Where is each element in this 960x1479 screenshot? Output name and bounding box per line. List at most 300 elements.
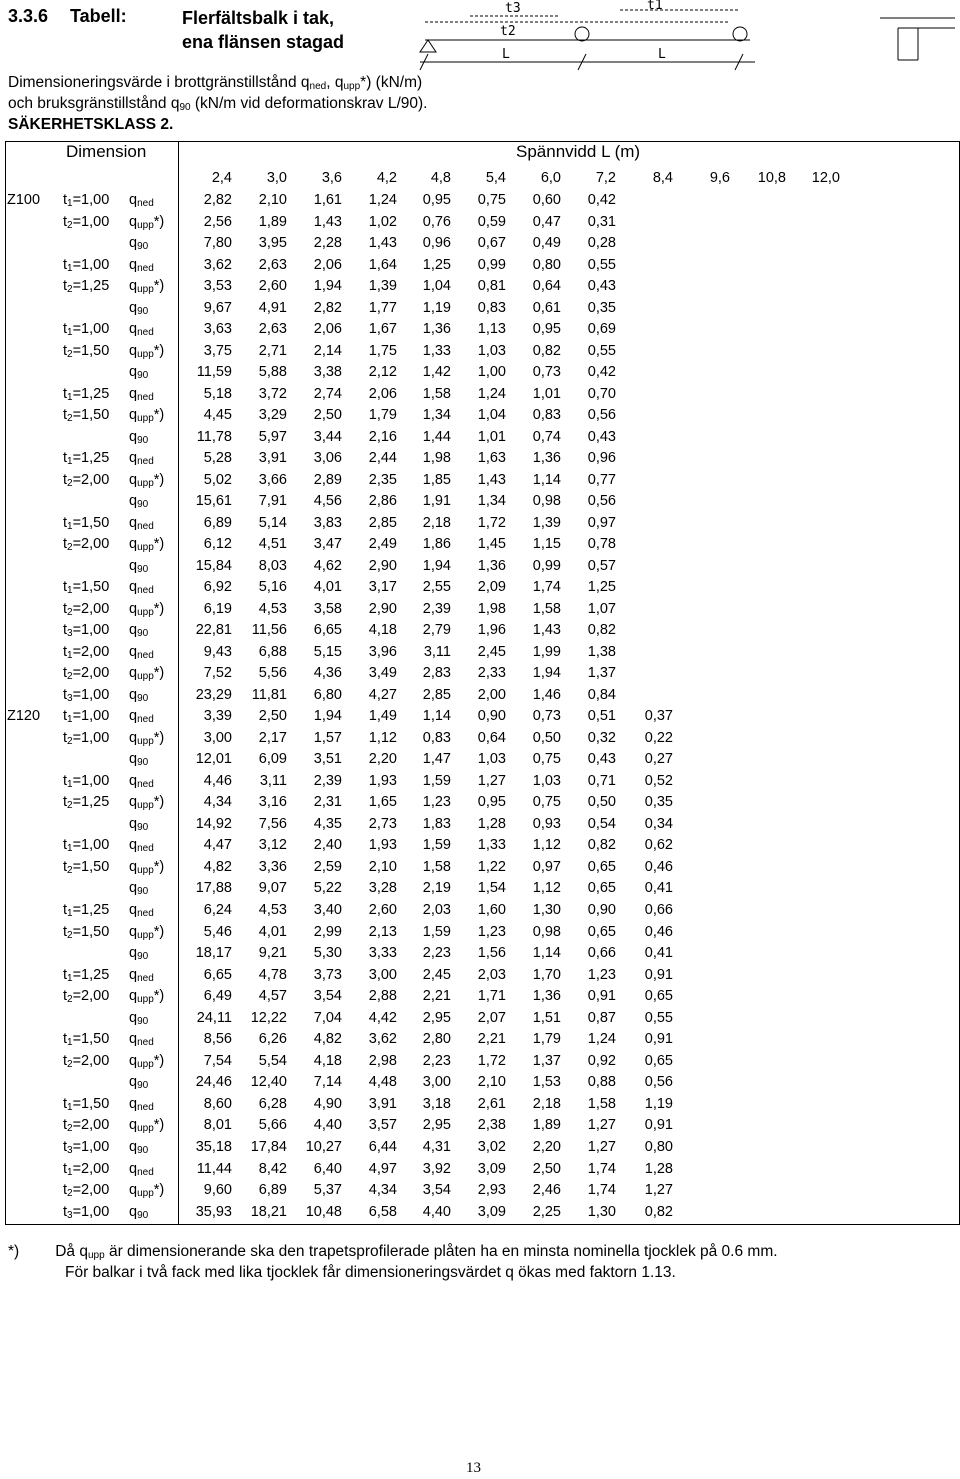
thickness-symbol: t	[63, 966, 68, 983]
thickness-symbol: t	[63, 192, 68, 208]
load-type-label	[129, 708, 154, 725]
table-cell: 1,12	[368, 729, 397, 746]
load-symbol: q	[129, 342, 138, 359]
table-cell: 1,34	[477, 493, 506, 509]
load-symbol: q	[129, 880, 138, 897]
table-cell: 4,48	[368, 1074, 397, 1091]
table-cell: 6,44	[368, 1139, 397, 1155]
thickness-label	[63, 967, 109, 984]
load-type-index: upp	[137, 735, 154, 747]
load-symbol: q	[129, 235, 138, 251]
table-cell: 0,60	[532, 192, 561, 208]
table-cell: 5,97	[258, 428, 287, 445]
thickness-label	[63, 257, 109, 274]
table-cell: 3,17	[368, 579, 397, 595]
table-cell: 11,59	[196, 364, 232, 380]
table-cell: 1,71	[477, 988, 506, 1005]
thickness-value: =2,00	[72, 643, 110, 660]
footnote-ref: *)	[153, 1182, 165, 1199]
table-top-border	[5, 141, 959, 142]
table-cell: 1,07	[587, 600, 616, 617]
table-cell: 0,55	[587, 342, 616, 359]
table-cell: 0,83	[477, 299, 506, 316]
table-cell: 1,23	[422, 794, 451, 811]
footnote-line-2: För balkar i två fack med lika tjocklek får dimensioneringsvärdet q ökas med faktorn 1.13.	[65, 1264, 676, 1281]
table-cell: 1,12	[532, 880, 561, 897]
intro-sub-ned: ned	[309, 81, 327, 92]
table-cell: 12,01	[195, 751, 232, 768]
dimension-header: Dimension	[66, 142, 147, 161]
table-cell: 3,63	[203, 321, 232, 337]
table-cell: 5,66	[258, 1117, 287, 1134]
thickness-index: 2	[67, 864, 73, 876]
thickness-value: =1,25	[72, 278, 110, 294]
table-cell: 4,34	[203, 794, 232, 811]
table-cell: 1,56	[477, 945, 506, 962]
thickness-value: =1,00	[72, 772, 110, 789]
thickness-index: 1	[67, 714, 73, 725]
load-type-index: ned	[137, 714, 154, 725]
table-cell: 0,37	[644, 708, 673, 724]
table-cell: 1,43	[368, 235, 397, 251]
load-type-label	[129, 278, 164, 295]
footnote-ref: *)	[153, 988, 165, 1005]
table-cell: 0,52	[644, 772, 673, 789]
load-type-index: 90	[137, 434, 149, 446]
table-cell: 1,14	[532, 945, 561, 962]
thickness-symbol: t	[63, 643, 68, 660]
thickness-label	[63, 579, 109, 596]
table-cell: 1,24	[587, 1031, 616, 1048]
table-cell: 0,97	[532, 858, 561, 875]
footnote-line-1	[8, 1241, 778, 1262]
load-type-index: 90	[137, 886, 149, 898]
table-cell: 3,16	[258, 794, 287, 811]
table-cell: 4,53	[258, 600, 287, 617]
thickness-index: 1	[67, 198, 73, 209]
thickness-index: 1	[67, 262, 73, 274]
table-cell: 1,42	[422, 364, 451, 380]
table-cell: 3,96	[368, 643, 397, 660]
footnote-ref: *)	[153, 536, 165, 552]
load-symbol: q	[129, 321, 138, 337]
load-type-label	[129, 1161, 154, 1178]
table-cell: 1,12	[532, 837, 561, 854]
table-cell: 4,57	[258, 988, 287, 1005]
thickness-label	[63, 1053, 109, 1070]
table-cell: 0,76	[422, 213, 451, 230]
table-cell: 0,82	[587, 837, 616, 854]
table-cell: 6,19	[203, 600, 232, 617]
table-cell: 2,35	[368, 471, 397, 488]
table-cell: 3,39	[203, 708, 232, 724]
load-type-label	[129, 837, 154, 854]
load-type-label	[129, 450, 154, 467]
thickness-value: =1,00	[72, 1203, 110, 1220]
table-cell: 3,54	[313, 988, 342, 1005]
load-symbol: q	[129, 622, 138, 638]
thickness-value: =1,50	[72, 579, 110, 595]
table-cell: 5,56	[258, 665, 287, 681]
thickness-symbol: t	[63, 622, 68, 638]
section-number: 3.3.6	[8, 6, 49, 26]
table-cell: 0,65	[587, 880, 616, 897]
load-type-label	[129, 988, 164, 1005]
thickness-index: 1	[67, 585, 73, 596]
table-cell: 23,29	[195, 686, 232, 703]
table-cell: 6,58	[368, 1203, 397, 1220]
table-cell: 5,28	[203, 450, 232, 466]
intro-line-1-b: , q	[326, 74, 344, 91]
thickness-label	[63, 214, 109, 231]
thickness-symbol: t	[63, 837, 68, 854]
thickness-index: 2	[67, 800, 73, 812]
table-cell: 0,59	[477, 213, 506, 230]
table-cell: 0,65	[587, 858, 616, 875]
thickness-label	[63, 1096, 109, 1113]
load-symbol: q	[129, 665, 138, 681]
table-cell: 4,51	[258, 536, 287, 552]
table-cell: 6,49	[203, 988, 232, 1005]
load-type-label	[129, 1139, 148, 1156]
intro-line-2	[8, 93, 427, 114]
footnote-ref: *)	[153, 342, 165, 359]
table-cell: 4,18	[313, 1052, 342, 1069]
thickness-value: =2,00	[72, 1160, 110, 1177]
table-cell: 4,91	[258, 299, 287, 316]
table-cell: 2,20	[368, 751, 397, 768]
table-cell: 11,44	[196, 1160, 232, 1177]
table-cell: 2,38	[477, 1117, 506, 1134]
table-cell: 1,04	[422, 278, 451, 294]
table-cell: 0,81	[477, 278, 506, 294]
footnote-ref: *)	[153, 600, 165, 617]
table-cell: 4,27	[368, 686, 397, 703]
table-cell: 1,79	[368, 407, 397, 423]
load-symbol: q	[129, 901, 138, 918]
intro-sub-upp: upp	[343, 81, 361, 92]
load-type-label	[129, 407, 164, 424]
load-type-index: ned	[137, 778, 154, 790]
table-cell: 11,56	[251, 622, 287, 638]
table-cell: 2,55	[422, 579, 451, 595]
load-symbol: q	[129, 858, 138, 875]
table-cell: 6,88	[258, 643, 287, 660]
table-cell: 2,89	[313, 471, 342, 488]
table-cell: 2,59	[313, 858, 342, 875]
footnote-ref: *)	[153, 858, 165, 875]
thickness-label	[63, 859, 109, 876]
load-type-index: ned	[137, 649, 154, 661]
thickness-symbol: t	[63, 342, 68, 359]
load-symbol: q	[129, 364, 138, 380]
table-cell: 1,30	[587, 1203, 616, 1220]
load-type-index: 90	[137, 1015, 149, 1027]
thickness-index: 3	[67, 628, 73, 639]
table-cell: 0,46	[644, 923, 673, 940]
thickness-label	[63, 343, 109, 360]
table-cell: 2,10	[477, 1074, 506, 1091]
load-type-label	[129, 945, 148, 962]
load-type-label	[129, 429, 148, 446]
thickness-symbol: t	[63, 579, 68, 595]
table-cell: 3,57	[368, 1117, 397, 1134]
table-cell: 0,35	[587, 299, 616, 316]
table-cell: 3,38	[313, 364, 342, 380]
thickness-label	[63, 924, 109, 941]
load-symbol: q	[129, 751, 138, 768]
table-cell: 1,23	[587, 966, 616, 983]
table-cell: 1,49	[368, 708, 397, 724]
profile-label: Z100	[7, 192, 41, 208]
table-cell: 2,85	[422, 686, 451, 703]
table-cell: 2,23	[422, 945, 451, 962]
thickness-value: =1,25	[72, 450, 110, 466]
table-cell: 4,97	[368, 1160, 397, 1177]
thickness-index: 1	[67, 649, 73, 661]
thickness-symbol: t	[63, 213, 68, 230]
table-cell: 11,78	[196, 428, 232, 445]
thickness-symbol: t	[63, 665, 68, 681]
table-cell: 6,80	[313, 686, 342, 703]
thickness-index: 1	[67, 972, 73, 984]
table-cell: 5,18	[203, 385, 232, 402]
table-cell: 1,39	[368, 278, 397, 294]
table-cell: 3,95	[258, 235, 287, 251]
table-cell: 2,95	[422, 1117, 451, 1134]
table-cell: 0,70	[587, 385, 616, 402]
table-cell: 7,04	[313, 1009, 342, 1026]
thickness-symbol: t	[63, 1052, 68, 1069]
thickness-value: =1,50	[72, 1095, 110, 1112]
table-cell: 1,23	[477, 923, 506, 940]
load-symbol: q	[129, 213, 138, 230]
table-cell: 4,90	[313, 1095, 342, 1112]
table-cell: 4,78	[258, 966, 287, 983]
thickness-label	[63, 794, 109, 811]
load-type-label	[129, 386, 154, 403]
load-symbol: q	[129, 536, 138, 552]
thickness-label	[63, 1204, 109, 1221]
thickness-index: 2	[67, 413, 73, 424]
table-cell: 2,21	[422, 988, 451, 1005]
table-cell: 0,84	[587, 686, 616, 703]
load-type-index: upp	[137, 542, 154, 553]
load-type-label	[129, 816, 148, 833]
table-cell: 2,00	[477, 686, 506, 703]
table-cell: 1,74	[587, 1160, 616, 1177]
thickness-symbol: t	[63, 450, 68, 466]
table-cell: 0,93	[532, 815, 561, 832]
table-cell: 10,27	[305, 1139, 342, 1155]
table-cell: 1,99	[532, 643, 561, 660]
span-header: Spännvidd L (m)	[516, 142, 641, 161]
thickness-value: =1,50	[72, 1031, 110, 1048]
load-type-index: upp	[137, 477, 154, 489]
thickness-value: =1,25	[72, 966, 110, 983]
table-cell: 24,46	[195, 1074, 232, 1091]
table-cell: 11,81	[251, 686, 287, 703]
diagram-label-L1: L	[502, 47, 510, 62]
table-cell: 2,31	[313, 794, 342, 811]
table-divider	[178, 141, 179, 1224]
table-cell: 0,75	[477, 192, 506, 208]
table-cell: 2,71	[258, 342, 287, 359]
load-type-index: 90	[137, 951, 149, 963]
table-cell: 0,31	[587, 213, 616, 230]
load-type-index: ned	[137, 327, 154, 338]
load-type-label	[129, 1053, 164, 1070]
table-cell: 1,44	[422, 428, 451, 445]
table-cell: 6,89	[258, 1182, 287, 1199]
table-cell: 0,67	[477, 235, 506, 251]
table-cell: 1,28	[644, 1160, 673, 1177]
thickness-value: =1,00	[72, 622, 110, 638]
thickness-label	[63, 644, 109, 661]
load-symbol: q	[129, 514, 138, 531]
load-type-index: ned	[137, 972, 154, 984]
table-cell: 2,85	[368, 514, 397, 531]
table-cell: 1,03	[532, 772, 561, 789]
table-cell: 0,55	[644, 1009, 673, 1026]
load-symbol: q	[129, 1009, 138, 1026]
table-cell: 0,71	[587, 772, 616, 789]
table-cell: 9,21	[258, 945, 287, 962]
table-cell: 3,28	[368, 880, 397, 897]
load-type-index: 90	[137, 1145, 149, 1156]
load-symbol: q	[129, 385, 138, 402]
thickness-symbol: t	[63, 407, 68, 423]
table-cell: 5,30	[313, 945, 342, 962]
load-symbol: q	[129, 557, 138, 574]
load-symbol: q	[129, 192, 138, 208]
footnote-ref: *)	[153, 213, 165, 230]
thickness-symbol: t	[63, 256, 68, 273]
table-cell: 1,45	[477, 536, 506, 552]
table-cell: 1,24	[477, 385, 506, 402]
load-type-label	[129, 493, 148, 510]
footnote-ref: *)	[153, 471, 165, 488]
load-type-index: 90	[137, 1209, 149, 1221]
thickness-symbol: t	[63, 1117, 68, 1134]
table-cell: 4,56	[313, 493, 342, 509]
table-cell: 1,79	[532, 1031, 561, 1048]
table-cell: 0,75	[532, 751, 561, 768]
table-cell: 2,60	[258, 278, 287, 294]
table-cell: 2,88	[368, 988, 397, 1005]
table-cell: 5,14	[258, 514, 287, 531]
thickness-symbol: t	[63, 1182, 68, 1199]
table-cell: 2,10	[258, 192, 287, 208]
table-cell: 1,70	[532, 966, 561, 983]
footnote-ref: *)	[153, 1052, 165, 1069]
thickness-symbol: t	[63, 988, 68, 1005]
thickness-value: =2,00	[72, 536, 110, 552]
load-type-index: ned	[137, 520, 154, 532]
table-cell: 3,11	[423, 643, 451, 660]
table-cell: 4,47	[203, 837, 232, 854]
load-symbol: q	[129, 794, 138, 811]
thickness-symbol: t	[63, 600, 68, 617]
load-type-label	[129, 558, 148, 575]
table-cell: 1,59	[422, 837, 451, 854]
table-cell: 4,36	[313, 665, 342, 681]
table-cell: 1,58	[422, 385, 451, 402]
load-symbol: q	[129, 1203, 138, 1220]
table-cell: 14,92	[195, 815, 232, 832]
load-symbol: q	[129, 708, 138, 724]
load-type-label	[129, 235, 148, 252]
thickness-symbol: t	[63, 772, 68, 789]
table-cell: 2,40	[313, 837, 342, 854]
load-type-label	[129, 1117, 164, 1134]
thickness-label	[63, 665, 109, 682]
thickness-label	[63, 1161, 109, 1178]
thickness-index: 2	[67, 477, 73, 489]
table-cell: 1,94	[313, 278, 342, 294]
thickness-index: 2	[67, 994, 73, 1006]
table-cell: 8,01	[203, 1117, 232, 1134]
table-cell: 2,99	[313, 923, 342, 940]
intro-text	[8, 72, 427, 135]
thickness-label	[63, 321, 109, 338]
load-symbol: q	[129, 428, 138, 445]
table-cell: 0,74	[532, 428, 561, 445]
thickness-label	[63, 1182, 109, 1199]
table-cell: 6,28	[258, 1095, 287, 1112]
span-value: 2,4	[211, 170, 232, 186]
table-cell: 0,69	[587, 321, 616, 337]
thickness-label	[63, 1031, 109, 1048]
load-type-label	[129, 1204, 148, 1221]
table-cell: 1,96	[477, 622, 506, 638]
table-cell: 6,65	[313, 622, 342, 638]
table-cell: 5,37	[313, 1182, 342, 1199]
thickness-index: 1	[67, 456, 73, 467]
load-type-label	[129, 773, 154, 790]
table-cell: 0,90	[587, 901, 616, 918]
thickness-index: 2	[67, 929, 73, 941]
table-cell: 2,19	[422, 880, 451, 897]
load-type-label	[129, 924, 164, 941]
table-cell: 0,80	[644, 1139, 673, 1155]
diagram-label-t2: t2	[500, 24, 516, 39]
table-cell: 1,58	[532, 600, 561, 617]
load-symbol: q	[129, 600, 138, 617]
table-cell: 0,64	[477, 729, 506, 746]
table-cell: 24,11	[196, 1009, 232, 1026]
table-cell: 9,43	[203, 643, 232, 660]
table-cell: 0,98	[532, 923, 561, 940]
table-cell: 2,86	[368, 493, 397, 509]
table-cell: 0,65	[644, 1052, 673, 1069]
table-cell: 0,42	[587, 192, 616, 208]
thickness-index: 1	[67, 778, 73, 790]
load-type-label	[129, 967, 154, 984]
table-cell: 4,45	[203, 407, 232, 423]
thickness-index: 2	[67, 1123, 73, 1135]
table-cell: 0,99	[477, 256, 506, 273]
table-cell: 5,46	[203, 923, 232, 940]
table-cell: 2,45	[477, 643, 506, 660]
page-title	[182, 6, 344, 54]
table-cell: 6,40	[313, 1160, 342, 1177]
table-cell: 1,59	[422, 772, 451, 789]
thickness-label	[63, 515, 109, 532]
span-value: 4,8	[430, 170, 451, 186]
thickness-index: 2	[67, 735, 73, 747]
table-cell: 1,58	[587, 1095, 616, 1112]
